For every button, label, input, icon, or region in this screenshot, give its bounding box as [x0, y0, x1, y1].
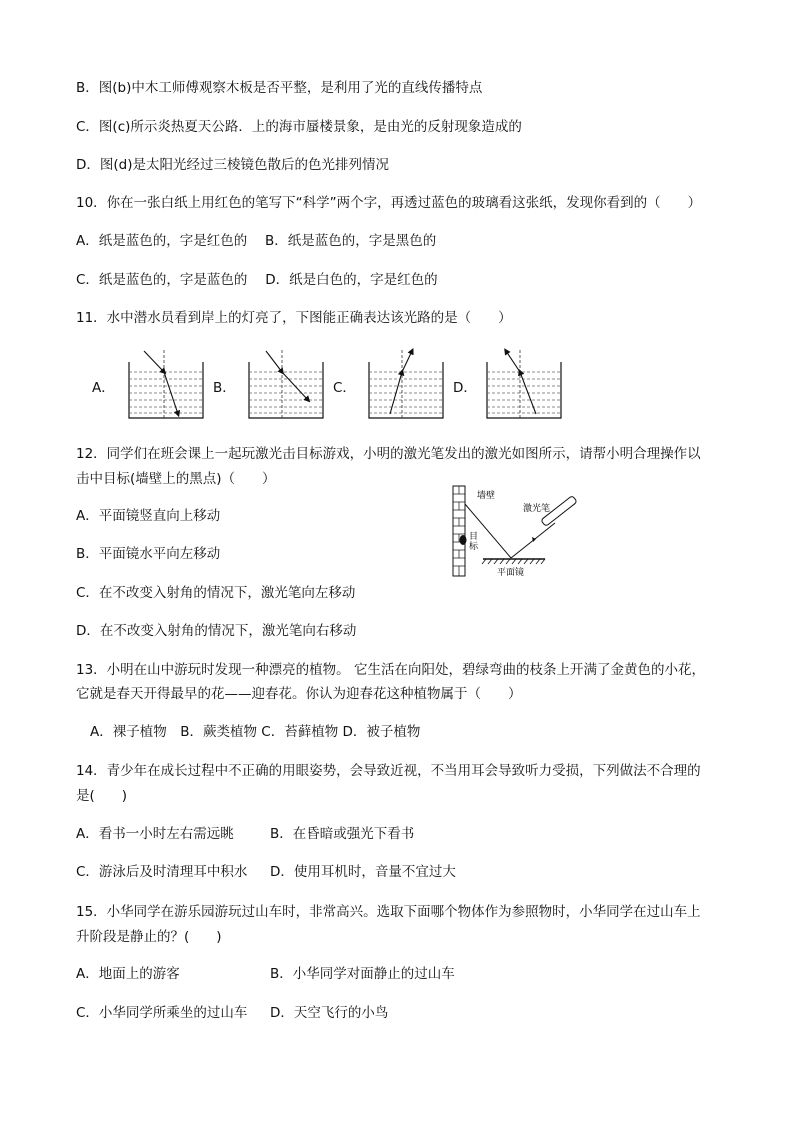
q14-option-c: C．游泳后及时清理耳中积水 [76, 864, 248, 880]
target-dot [460, 535, 467, 545]
q15-options-row2 [76, 1003, 734, 1023]
q12-option-d: D．在不改变入射角的情况下，激光笔向右移动 [76, 623, 357, 639]
q11-diagram-d [484, 348, 564, 422]
q10-stem: 10．你在一张白纸上用红色的笔写下“科学”两个字，再透过蓝色的玻璃看这张纸，发现你看到的（ ） [76, 195, 702, 211]
q12-stem-line2: 击中目标(墙壁上的黑点)（ ） [76, 471, 276, 487]
q14-option-d: D．使用耳机时，音量不宜过大 [270, 864, 456, 880]
wall-label: 墙壁 [477, 491, 496, 501]
laser-pen-label: 激光笔 [523, 504, 551, 514]
q12-stem-line1: 12．同学们在班会课上一起玩激光击目标游戏，小明的激光笔发出的激光如图所示，请帮小明合理操作以 [76, 446, 701, 462]
q11-stem: 11．水中潜水员看到岸上的灯亮了，下图能正确表达该光路的是（ ） [76, 310, 512, 326]
q11-label-d: D． [453, 380, 477, 396]
q15-stem-line1: 15．小华同学在游乐园游玩过山车时，非常高兴。选取下面哪个物体作为参照物时，小华同学在过山车上 [76, 904, 701, 920]
target-label-2: 标 [469, 542, 479, 552]
q10-options-row1: A．纸是蓝色的，字是红色的 B．纸是蓝色的，字是黑色的 [76, 233, 437, 249]
q14-option-b: B．在昏暗或强光下看书 [270, 826, 415, 842]
q14-options-row1 [76, 824, 734, 844]
q12-laser-diagram [441, 481, 591, 581]
q12-option-b: B．平面镜水平向左移动 [76, 546, 221, 562]
q11-label-b: B． [213, 380, 236, 396]
q11-diagram-c [366, 348, 446, 422]
q13-options: A．裸子植物 B．蕨类植物 C．苔藓植物 D．被子植物 [90, 724, 421, 740]
q11-label-c: C． [333, 380, 356, 396]
q11-diagram-a [126, 348, 206, 422]
q12-option-c: C．在不改变入射角的情况下，激光笔向左移动 [76, 585, 356, 601]
q15-option-d: D．天空飞行的小鸟 [270, 1005, 389, 1021]
q12-option-a: A．平面镜竖直向上移动 [76, 508, 221, 524]
q15-option-b: B．小华同学对面静止的过山车 [270, 966, 455, 982]
q11-label-a: A． [92, 380, 115, 396]
q14-stem-line1: 14．青少年在成长过程中不正确的用眼姿势，会导致近视，不当用耳会导致听力受损，下列做法不合理的 [76, 763, 701, 779]
mirror-label: 平面镜 [497, 568, 525, 578]
q9-option-c: C．图(c)所示炎热夏天公路．上的海市蜃楼景象，是由光的反射现象造成的 [76, 119, 522, 135]
q15-option-a: A．地面上的游客 [76, 966, 180, 982]
q15-options-row1 [76, 964, 734, 984]
q11-diagram-b [246, 348, 326, 422]
q15-stem-line2: 升阶段是静止的？( ) [76, 929, 222, 945]
q13-stem-line1: 13．小明在山中游玩时发现一种漂亮的植物。 它生活在向阳处，碧绿弯曲的枝条上开满了金黄色的小花， [76, 662, 705, 678]
q14-option-a: A．看书一小时左右需远眺 [76, 826, 234, 842]
q14-stem-line2: 是( ) [76, 788, 128, 804]
q15-option-c: C．小华同学所乘坐的过山车 [76, 1005, 248, 1021]
q9-option-d: D．图(d)是太阳光经过三棱镜色散后的色光排列情况 [76, 157, 389, 173]
q9-option-b: B．图(b)中木工师傅观察木板是否平整，是利用了光的直线传播特点 [76, 80, 483, 96]
q13-stem-line2: 它就是春天开得最早的花——迎春花。你认为迎春花这种植物属于（ ） [76, 686, 522, 702]
q10-options-row2: C．纸是蓝色的，字是蓝色的 D．纸是白色的，字是红色的 [76, 272, 438, 288]
target-label-1: 目 [469, 532, 479, 542]
q14-options-row2 [76, 862, 734, 882]
